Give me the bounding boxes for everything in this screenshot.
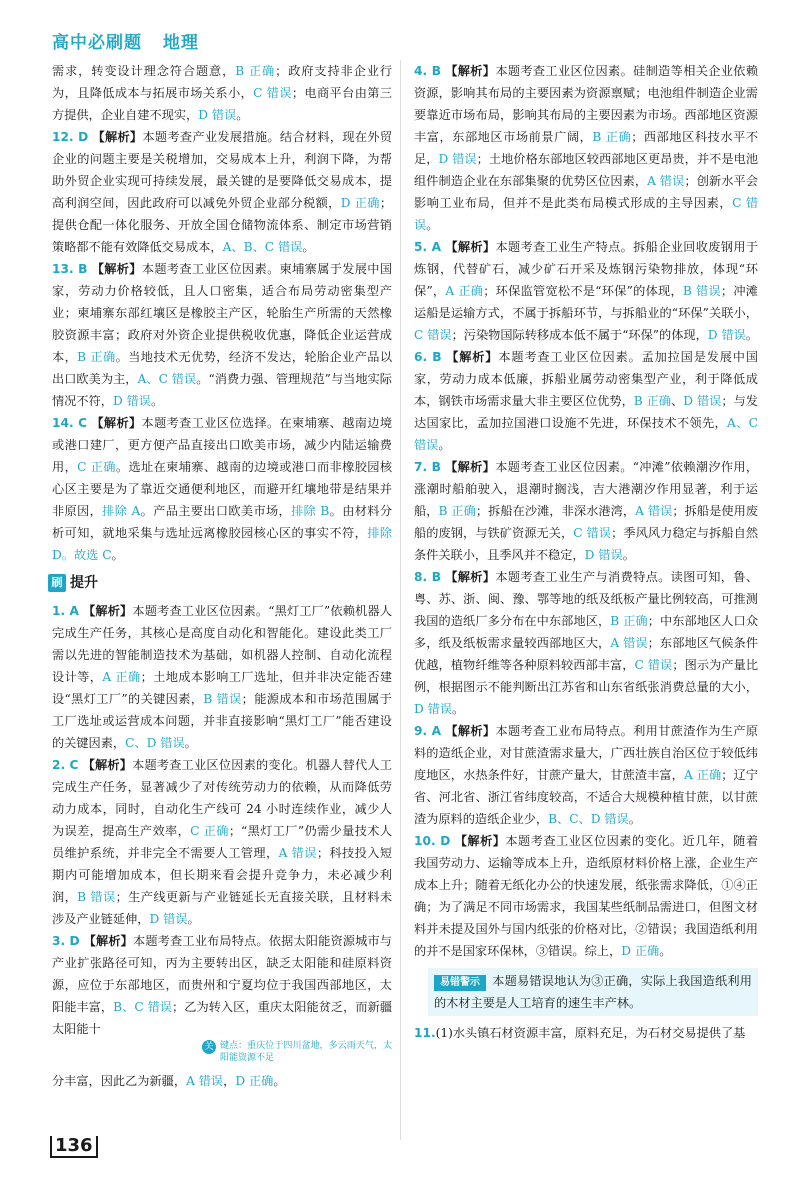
error-warning-box (428, 968, 758, 1016)
left-column (52, 60, 392, 1092)
key-point-text: 键点：重庆位于四川盆地，多云雨天气，太阳能资源不足 (220, 1041, 392, 1063)
answer-item-3-tail: 分丰富，因此乙为新疆，A 错误，D 正确。 (52, 1074, 286, 1088)
answer-item-10: 10. D 【解析】本题考查工业区位因素的变化。近几年，随着我国劳动力、运输等成本上升，造纸原材料价格上涨，企业生产成本上升；随着无纸化办公的快速发展，纸张需求降低，①④正确；为了满足不同市场需求，我国某些纸制品需进口，但图文材料并未提及国外与国内纸张的价格对比，②错误；我国造纸利用的并不是国家环保林，③错误。综上，D 正确。 (414, 834, 759, 958)
answer-item-5: 5. A 【解析】本题考查工业生产特点。拆船企业回收废钢用于炼钢，代替矿石，减少矿石开采及炼钢污染物排放，体现“环保”，A 正确；环保监管宽松不是“环保”的体现，B 错误；冲滩运船是运输方式，不属于拆船环节，与拆船业的“环保”关联小，C 错误；污染物国际转移成本低不属于“环保”的体现，D 错误。 (414, 240, 759, 342)
answer-item-9: 9. A 【解析】本题考查工业布局特点。利用甘蔗渣作为生产原料的造纸企业，对甘蔗渣需求量大，广西壮族自治区位于较低纬度地区，水热条件好，甘蔗产量大，甘蔗渣丰富，A 正确；辽宁省、河北省、浙江省纬度较高，不适合大规模种植甘蔗，以甘蔗渣为原料的造纸企业少，B、C、D 错误。 (414, 724, 759, 826)
answer-item-2: 2. C 【解析】本题考查工业区位因素的变化。机器人替代人工完成生产任务，显著减少了对传统劳动力的依赖，从而降低劳动力成本，同时，自动化生产线可 24 小时连续作业，减少人为误差，提高生产效率，C 正确；“黑灯工厂”仍需少量技术人员维护系统，并非完全不需要人工管理，A 错误；科技投入短期内可能增加成本，但长期来看会提升竞争力，未必减少利润，B 错误；生产线更新与产业链延长无直接关联，且材料未涉及产业链延伸，D 错误。 (52, 758, 393, 926)
answer-item-11: 11.(1)水头镇石材资源丰富，原料充足，为石材交易提供了基 (414, 1026, 746, 1040)
warning-text: 本题易错误地认为③正确，实际上我国造纸利用的木材主要是人工培育的速生丰产林。 (434, 974, 752, 1010)
page-number: 136 (50, 1136, 98, 1158)
answer-item-6: 6. B 【解析】本题考查工业区位因素。孟加拉国是发展中国家，劳动力成本低廉，拆船业属劳动密集型产业，利于降低成本，钢铁市场需求量大非主要区位优势，B 正确、D 错误；与发达国家比，孟加拉国港口设施不先进，环保技术不领先，A、C 错误。 (414, 350, 758, 452)
answer-item-11-cont: 需求，转变设计理念符合题意，B 正确；政府支持非企业行为，且降低成本与拓展市场关系小，C 错误；电商平台由第三方提供，企业自建不现实，D 错误。 (52, 64, 393, 122)
book-title: 高中必刷题 (52, 33, 142, 53)
key-point-note (202, 1040, 392, 1064)
answer-item-7: 7. B 【解析】本题考查工业区位因素。“冲滩”依赖潮汐作用，涨潮时船舶驶入，退潮时搁浅，吉大港潮汐作用显著，利于运船，B 正确；拆船在沙滩，非深水港湾，A 错误；拆船是使用废船的废钢，与铁矿资源无关，C 错误；季风风力稳定与拆船自然条件关联小，且季风并不稳定，D 错误。 (414, 460, 759, 562)
section-badge: 刷 (48, 574, 66, 592)
subject-title: 地理 (162, 33, 199, 53)
answer-item-8: 8. B 【解析】本题考查工业生产与消费特点。读图可知，鲁、粤、苏、浙、闽、豫、鄂等地的纸及纸板产量比例较高，可推测我国的造纸厂多分布在中东部地区，B 正确；中东部地区人口众多，纸及纸板需求量较西部地区大，A 错误；东部地区气候条件优越，植物纤维等各种原料较西部丰富，C 错误；图示为产量比例，根据图示不能判断出江苏省和山东省纸张消费总量的大小，D 错误。 (414, 570, 759, 716)
answer-item-12: 12. D 【解析】本题考查产业发展措施。结合材料，现在外贸企业的问题主要是关税增加，交易成本上升，利润下降，为帮助外贸企业实现可持续发展，最关键的是要降低交易成本，提高利润空间，因此政府可以减免外贸企业部分税额，D 正确；提供仓配一体化服务、开放全国仓储物流体系、制定市场营销策略都不能有效降低交易成本，A、B、C 错误。 (52, 130, 393, 254)
page-header (52, 28, 213, 53)
answer-item-3: 3. D 【解析】本题考查工业布局特点。依据太阳能资源城市与产业扩张路径可知，丙为主要转出区，缺乏太阳能和硅原料资源，应位于东部地区，而贵州和宁夏均位于我国西部地区，太阳能丰富，B、C 错误；乙为转入区，重庆太阳能贫乏，而新疆太阳能十 (52, 934, 393, 1036)
answer-item-1: 1. A 【解析】本题考查工业区位因素。“黑灯工厂”依赖机器人完成生产任务，其核心是高度自动化和智能化。建设此类工厂需以先进的智能制造技术为基础，如机器人控制、自动化流程设计等，A 正确；土地成本影响工厂选址，但并非决定能否建设“黑灯工厂”的关键因素，B 错误；能源成本和市场范围属于工厂选址或运营成本问题，并非直接影响“黑灯工厂”能否建设的关键因素，C、D 错误。 (52, 604, 393, 750)
section-heading (48, 572, 392, 594)
warning-badge: 易错警示 (434, 975, 486, 991)
answer-item-4: 4. B 【解析】本题考查工业区位因素。硅制造等相关企业依赖资源，影响其布局的主要因素为资源禀赋；电池组件制造企业需要靠近市场布局，影响其布局的主要因素为市场。西部地区资源丰富，东部地区市场前景广阔，B 正确；西部地区科技水平不足，D 错误；土地价格东部地区较西部地区更昂贵，并不是电池组件制造企业在东部集聚的优势区位因素，A 错误；创新水平会影响工业布局，但并不是此类布局模式形成的主导因素，C 错误。 (414, 64, 759, 232)
answer-item-14: 14. C 【解析】本题考查工业区位选择。在柬埔寨、越南边境或港口建厂，更方便产品直接出口欧美市场，减少内陆运输费用，C 正确。选址在柬埔寨、越南的边境或港口而非橡胶园核心区主要是为了靠近交通便利地区，而避开红壤地带是结果并非原因，排除 A。产品主要出口欧美市场，排除 B。由材料分析可知，就地采集与选址远离橡胶园核心区的事实不符，排除 D。故选 C。 (52, 416, 393, 562)
column-divider (400, 60, 401, 1140)
right-column (414, 60, 758, 1044)
answer-item-13: 13. B 【解析】本题考查工业区位因素。柬埔寨属于发展中国家，劳动力价格较低，且人口密集，适合布局劳动密集型产业；柬埔寨东部红壤区是橡胶主产区，轮胎生产所需的天然橡胶资源丰富；政府对外资企业提供税收优惠，降低企业运营成本，B 正确。当地技术无优势，经济不发达，轮胎企业产品以出口欧美为主，A、C 错误。“消费力强、管理规范”与当地实际情况不符，D 错误。 (52, 262, 393, 408)
section-title: 提升 (70, 575, 98, 591)
key-point-badge: 关 (202, 1040, 216, 1054)
